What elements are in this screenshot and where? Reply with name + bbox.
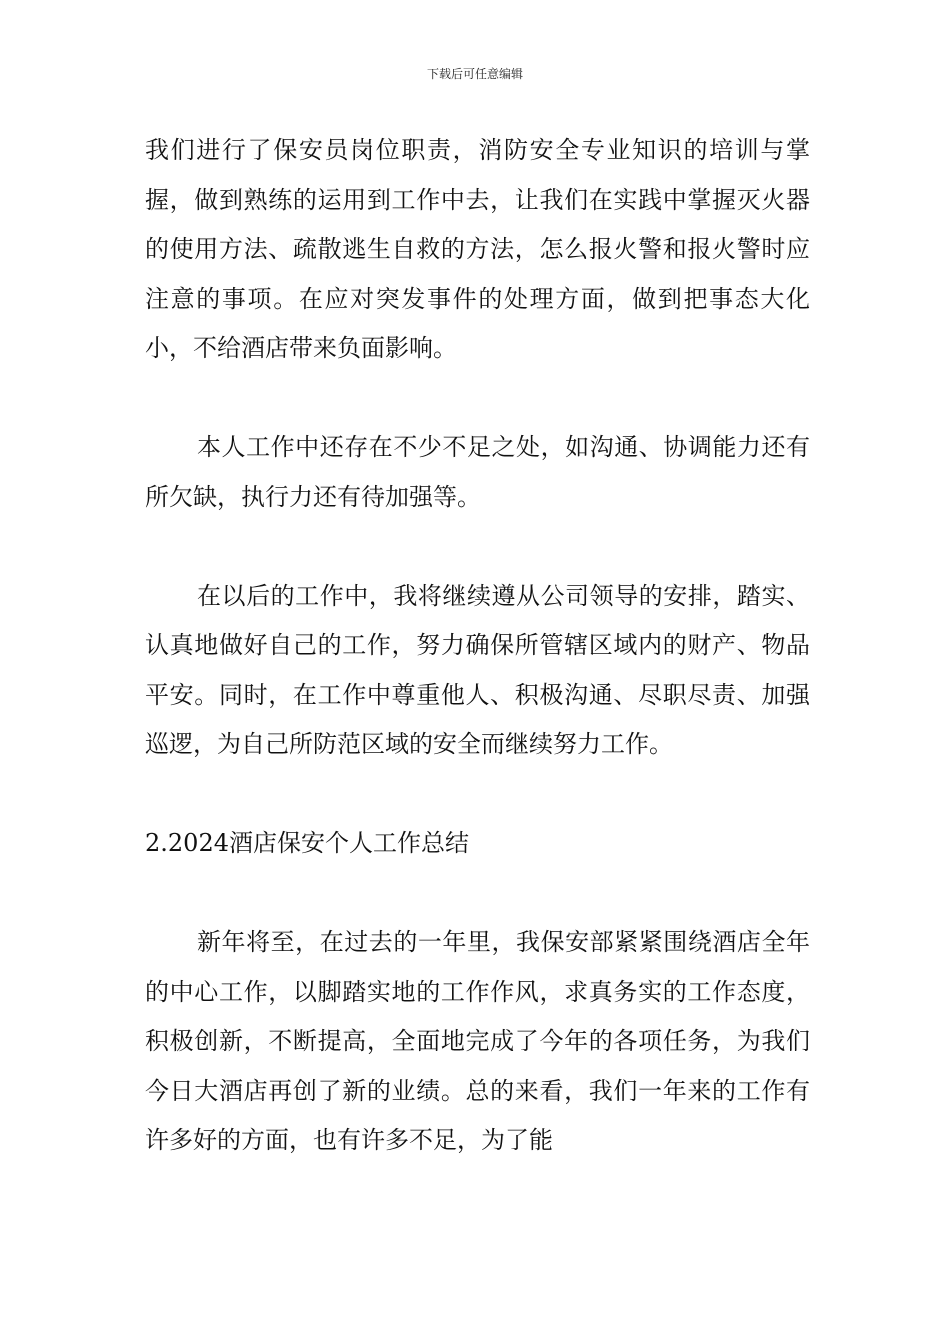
paragraph-future-work: 在以后的工作中，我将继续遵从公司领导的安排，踏实、认真地做好自己的工作，努力确保所管辖区域内的财产、物品平安。同时，在工作中尊重他人、积极沟通、尽职尽责、加强巡逻，为自己所防范区域的安全而继续努力工作。: [145, 581, 810, 758]
document-body: [145, 126, 810, 1166]
paragraph-spacer: [145, 374, 810, 424]
section-heading: 2.2024酒店保安个人工作总结: [145, 829, 469, 857]
paragraph-spacer: [145, 770, 810, 820]
paragraph-shortcomings: 本人工作中还存在不少不足之处，如沟通、协调能力还有所欠缺，执行力还有待加强等。: [145, 433, 810, 511]
paragraph-year-summary: 新年将至，在过去的一年里，我保安部紧紧围绕酒店全年的中心工作，以脚踏实地的工作作风，求真务实的工作态度，积极创新，不断提高，全面地完成了今年的各项任务，为我们今日大酒店再创了新的业绩。总的来看，我们一年来的工作有许多好的方面，也有许多不足，为了能: [145, 928, 810, 1154]
page-header-note: 下载后可任意编辑: [426, 67, 523, 81]
paragraph-training: 我们进行了保安员岗位职责，消防安全专业知识的培训与掌握，做到熟练的运用到工作中去，让我们在实践中掌握灭火器的使用方法、疏散逃生自救的方法，怎么报火警和报火警时应注意的事项。在应对突发事件的处理方面，做到把事态大化小，不给酒店带来负面影响。: [145, 136, 810, 362]
paragraph-spacer: [145, 522, 810, 572]
paragraph-spacer: [145, 869, 810, 919]
